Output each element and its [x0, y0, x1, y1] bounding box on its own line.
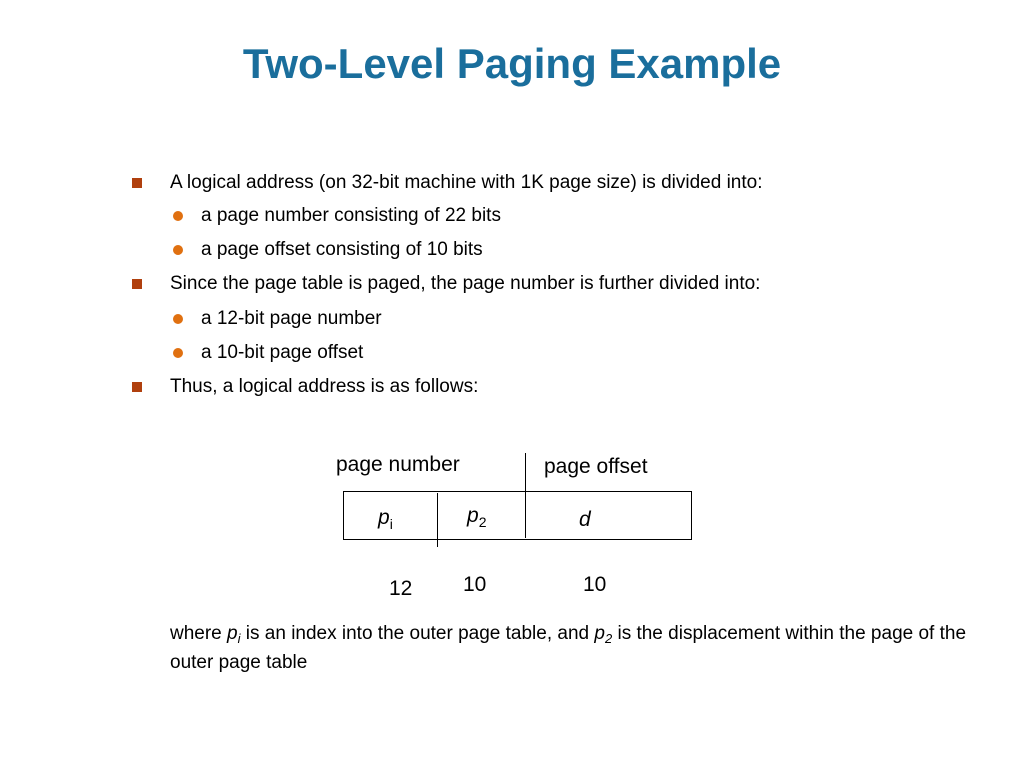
width-p2: 10 [463, 573, 487, 596]
field-d: d [579, 508, 591, 531]
p1-p2-divider [437, 493, 438, 547]
field-p1 [378, 505, 393, 537]
note-p-sub: i [237, 631, 241, 646]
round-bullet-icon [173, 211, 183, 221]
sub-bullet-text: a page offset consisting of 10 bits [201, 239, 483, 260]
width-d: 10 [583, 573, 607, 596]
field-p2 [467, 503, 486, 535]
note-text: is an index into the outer page table, and [240, 623, 595, 644]
field-p1-sub: i [389, 516, 393, 532]
field-p2-base: p [467, 504, 479, 527]
field-p1-base: p [378, 506, 390, 529]
sub-bullet-item [201, 204, 501, 228]
square-bullet-icon [132, 178, 142, 188]
explanation-note [170, 622, 970, 675]
note-p2-sub: 2 [604, 631, 613, 646]
sub-bullet-text: a 12-bit page number [201, 308, 382, 329]
note-text: where [170, 623, 228, 644]
address-box [343, 491, 692, 540]
bullet-item [170, 171, 763, 195]
sub-bullet-text: a 10-bit page offset [201, 342, 364, 363]
note-text: is the displacement within the page of the outer page table [170, 623, 967, 673]
round-bullet-icon [173, 245, 183, 255]
bullet-item [170, 272, 760, 296]
slide-title: Two-Level Paging Example [242, 40, 782, 87]
note-p2-base: p [594, 623, 605, 644]
field-p2-sub: 2 [478, 514, 487, 530]
width-p1: 12 [389, 577, 413, 600]
round-bullet-icon [173, 348, 183, 358]
bullet-text: A logical address (on 32-bit machine with 1K page size) is divided into: [170, 172, 763, 193]
sub-bullet-text: a page number consisting of 22 bits [201, 205, 501, 226]
page-offset-label: page offset [544, 455, 648, 478]
square-bullet-icon [132, 382, 142, 392]
sub-bullet-item [201, 341, 363, 365]
note-p-base: p [227, 623, 238, 644]
round-bullet-icon [173, 314, 183, 324]
sub-bullet-item [201, 307, 382, 331]
page-number-label: page number [336, 453, 460, 476]
bullet-text: Thus, a logical address is as follows: [170, 376, 479, 397]
bullet-item [170, 375, 478, 399]
square-bullet-icon [132, 279, 142, 289]
sub-bullet-item [201, 238, 483, 262]
bullet-text: Since the page table is paged, the page number is further divided into: [170, 273, 761, 294]
